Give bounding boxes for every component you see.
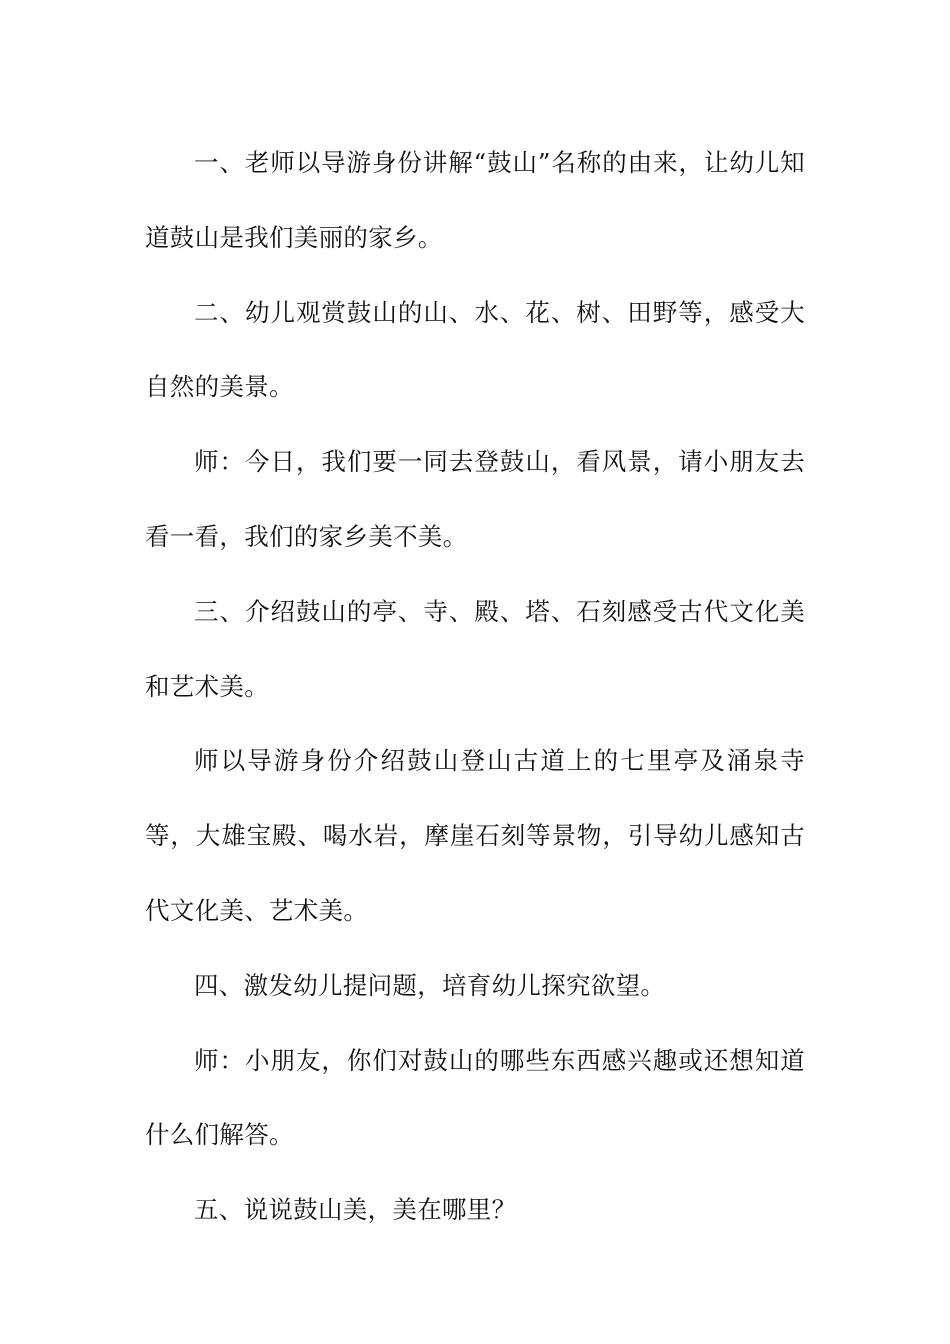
paragraph-5: 师以导游身份介绍鼓山登山古道上的七里亭及涌泉寺等，大雄宝殿、喝水岩，摩崖石刻等景物，引导幼儿感知古代文化美、艺术美。	[145, 746, 805, 925]
paragraph-1: 一、老师以导游身份讲解“鼓山”名称的由来，让幼儿知道鼓山是我们美丽的家乡。	[145, 148, 805, 252]
paragraph-7: 师：小朋友，你们对鼓山的哪些东西感兴趣或还想知道什么们解答。	[145, 1045, 805, 1150]
paragraph-2: 二、幼儿观赏鼓山的山、水、花、树、田野等，感受大自然的美景。	[145, 297, 805, 402]
paragraph-8: 五、说说鼓山美，美在哪里？	[194, 1195, 517, 1225]
document-body	[145, 126, 805, 1248]
paragraph-3: 师：今日，我们要一同去登鼓山，看风景，请小朋友去看一看，我们的家乡美不美。	[145, 447, 805, 551]
paragraph-4: 三、介绍鼓山的亭、寺、殿、塔、石刻感受古代文化美和艺术美。	[145, 596, 805, 701]
paragraph-6: 四、激发幼儿提问题，培育幼儿探究欲望。	[194, 970, 666, 1000]
